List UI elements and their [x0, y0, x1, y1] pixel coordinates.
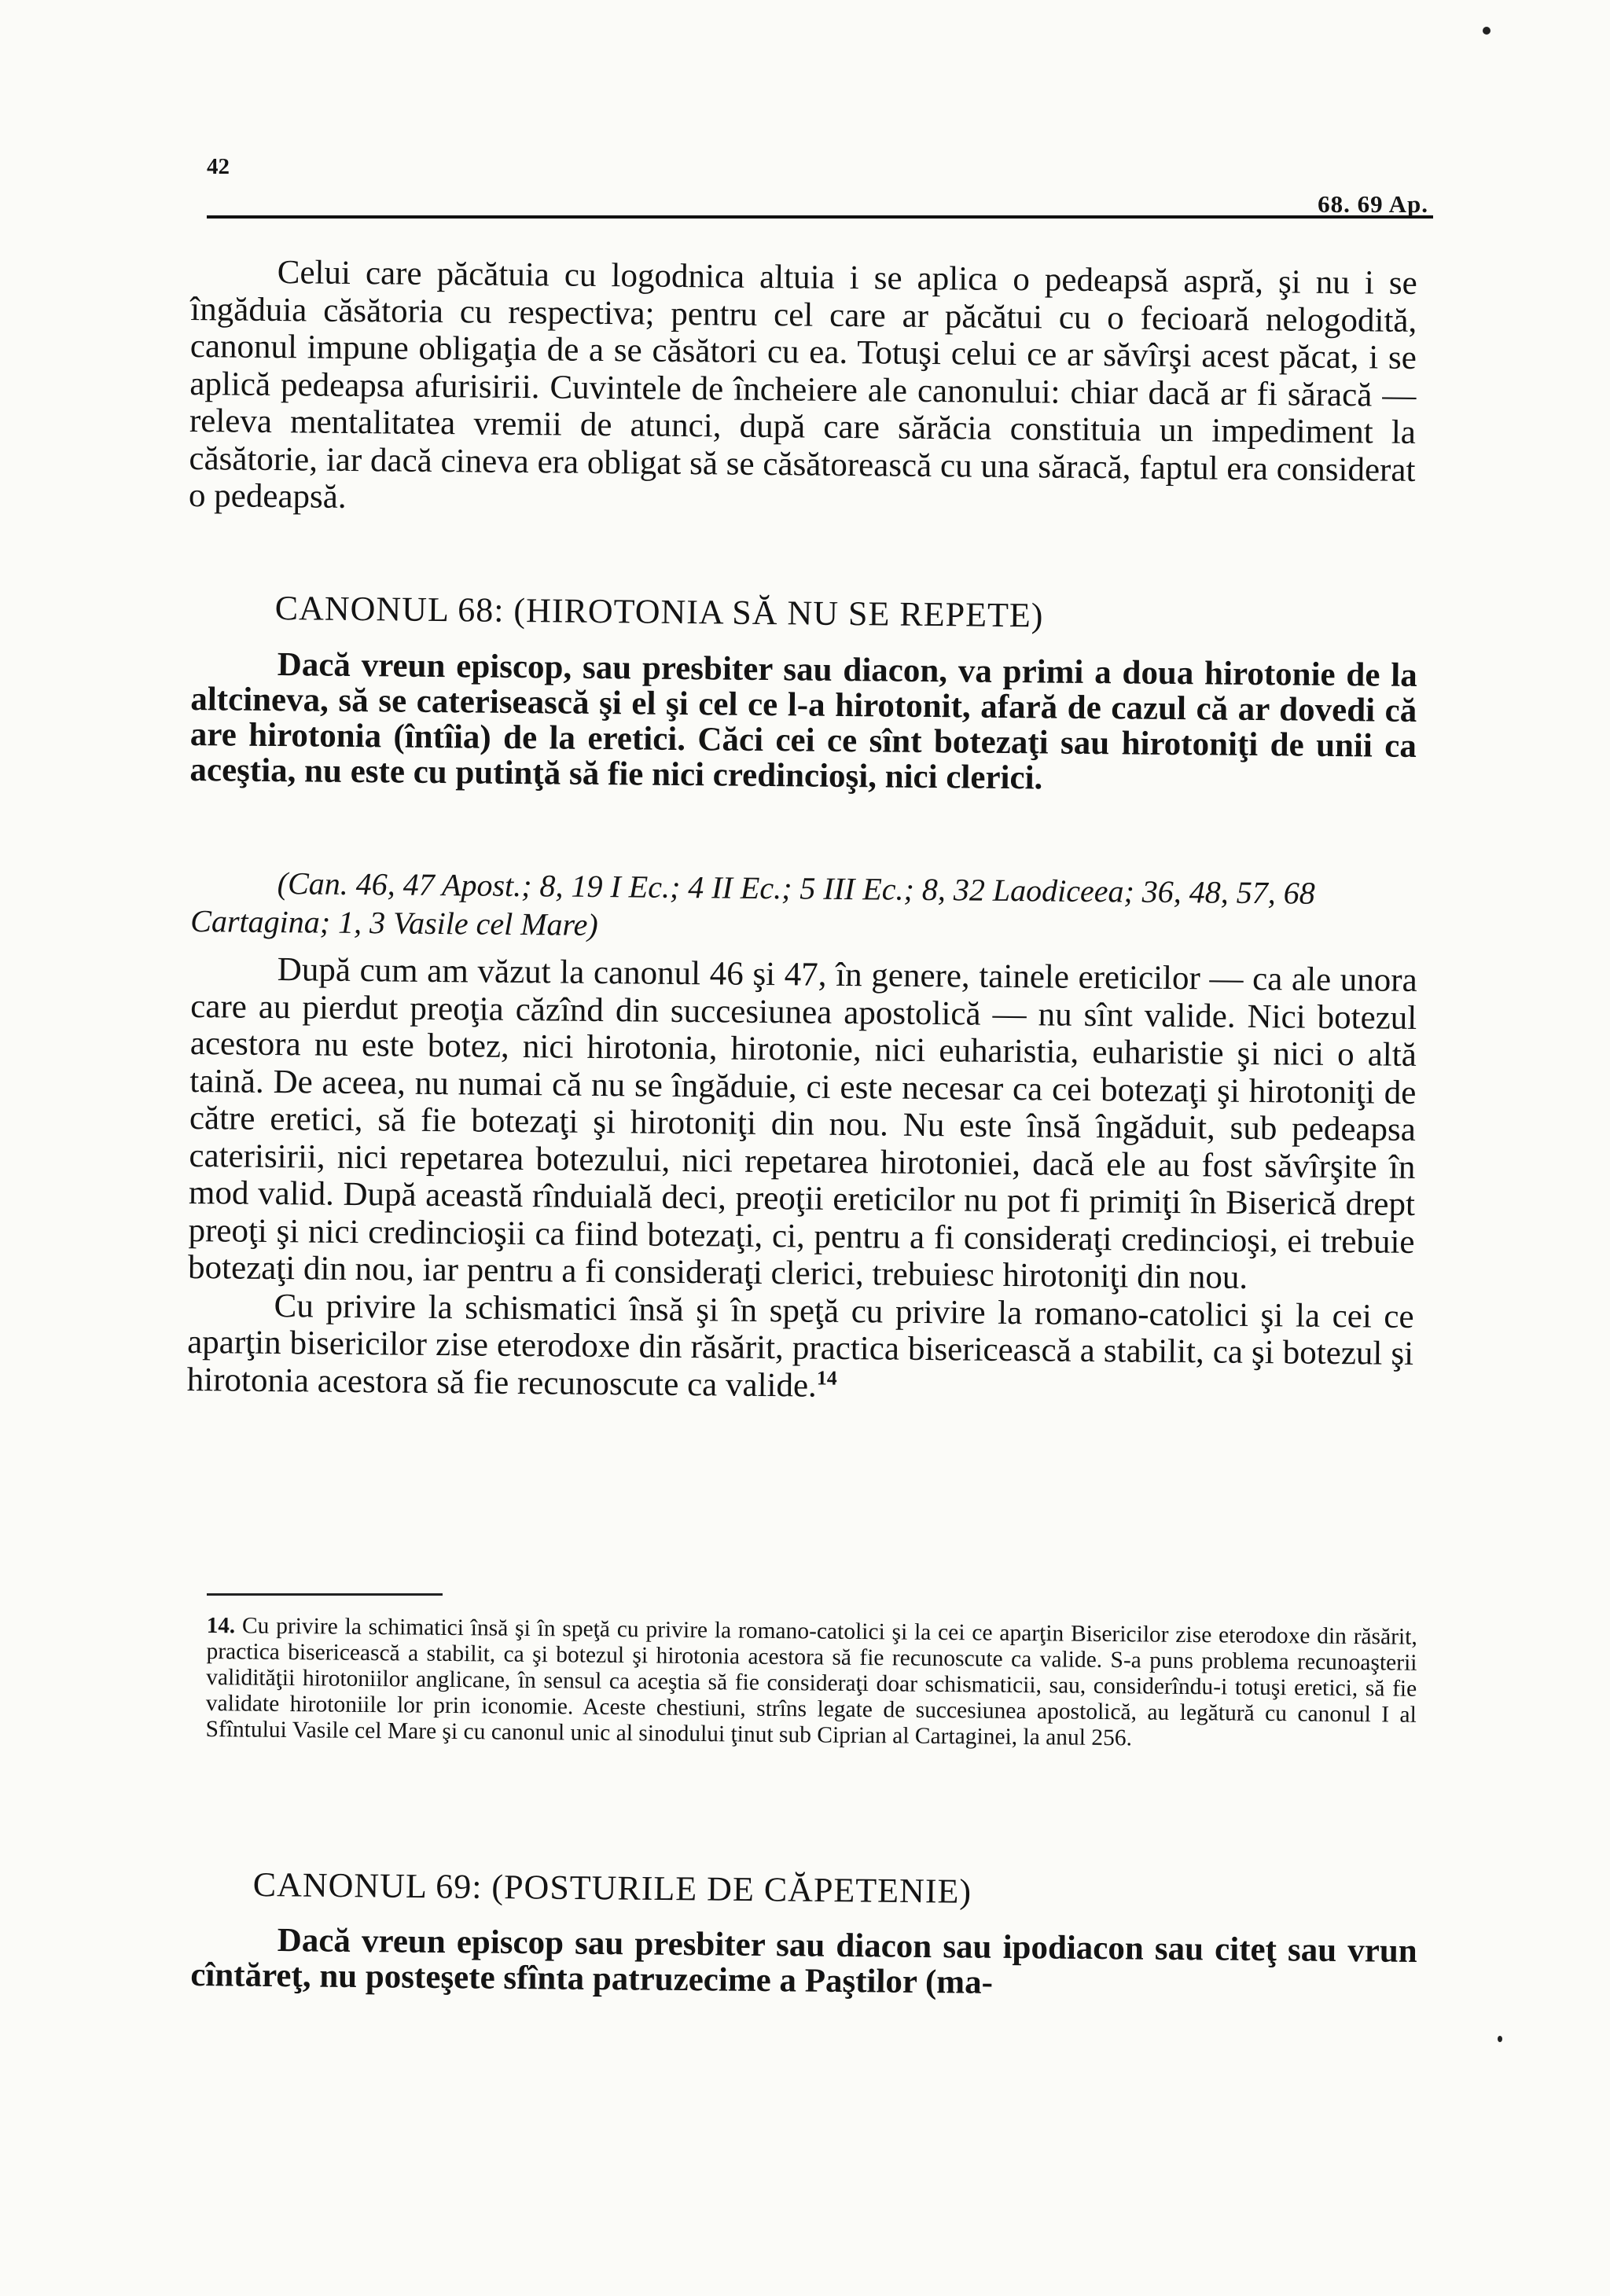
canon-69-text-block [190, 1922, 1417, 2004]
intro-paragraph-block [189, 253, 1417, 526]
canon-68-text-block [189, 646, 1417, 799]
footnote-number: 14. [206, 1613, 236, 1639]
canon-68-references: (Can. 46, 47 Apost.; 8, 19 I Ec.; 4 II Ec.; 5 III Ec.; 8, 32 Laodiceea; 36, 48, 57, 68 Cartagina; 1, 3 Vasile cel Mare) [190, 865, 1316, 942]
footnote-block [205, 1613, 1417, 1754]
canon-68-heading: CANONUL 68: (HIROTONIA SĂ NU SE REPETE) [274, 588, 1044, 635]
ink-speck [1498, 2036, 1502, 2042]
page-number: 42 [207, 154, 230, 179]
running-head: 68. 69 Ap. [1318, 190, 1428, 218]
footnote-marker: 14 [816, 1365, 837, 1390]
canon-68-commentary-2: Cu privire la schismatici însă şi în speţă cu privire la romano-catolici şi la cei ce aparţin bisericilor zise eterodoxe din răsărit, practica bisericească a stabilit, ca şi botezul şi hirotonia acestora să fie recunoscute ca valide.$^{14}$ [186, 1287, 1414, 1405]
ink-speck [1483, 27, 1491, 35]
footnote-rule [207, 1593, 443, 1596]
intro-paragraph: Celui care păcătuia cu logodnica altuia i se aplica o pedeapsă aspră, şi nu i se îngăduia căsătoria cu respectiva; pentru cel care ar păcătui cu o fecioară nelogodită, canonul impune obligaţia de a se căsători cu ea. Totuşi celui ce ar săvîrşi acest păcat, i se aplică pedeapsa afurisirii. Cuvintele de încheiere ale canonului: chiar dacă ar fi săracă — releva mentalitatea vremii de atunci, după care sărăcia constituia un impediment la căsătorie, iar dacă cineva era obligat să se căsătorească cu una săracă, faptul era considerat o pedeapsă. [188, 254, 1417, 516]
canon-69-heading: CANONUL 69: (POSTURILE DE CĂPETENIE) [252, 1865, 972, 1911]
footnote-text: Cu privire la schimatici însă şi în speţă cu privire la romano-catolici şi la cei ce aparţin Bisericilor zise eterodoxe din răsărit, practica bisericească a stabilit, ca şi botezul şi hirotonia acestora să fie recunoscute ca valide. S-a puns problema recunoaşterii validităţii hirotoniilor anglicane, în sensul ca aceştia să fie consideraţi doar schismaticii, sau, considerîndu-i totuşi eretici, să fie validate hirotoniile lor prin iconomie. Aceste chestiuni, strîns legate de succesiunea apostolică, au legătură cu canonul I al Sfîntului Vasile cel Mare şi cu canonul unic al sinodului ţinut sub Ciprian al Cartaginei, la anul 256. [205, 1613, 1417, 1751]
canon-68-references-block [190, 863, 1417, 952]
canon-69-text: Dacă vreun episcop sau presbiter sau diacon sau ipodiacon sau citeţ sau vrun cîntăreţ, nu posteşete sfînta patruzecime a Paştilor (ma- [190, 1922, 1417, 2001]
canon-68-commentary-block [187, 950, 1417, 1410]
canon-68-text: Dacă vreun episcop, sau presbiter sau diacon, va primi a doua hirotonie de la altcineva, să se caterisească şi el şi cel ce l-a hirotonit, afară de cazul că ar dovedi că are hirotonia (întîia) de la eretici. Căci cei ce sînt botezaţi sau hirotoniţi de unii ca aceştia, nu este cu putinţă să fie nici credincioşi, nici clerici. [189, 646, 1417, 797]
header-rule [207, 215, 1433, 219]
canon-68-commentary-1: După cum am văzut la canonul 46 şi 47, în genere, tainele ereticilor — ca ale unora care au pierdut preoţia căzînd din succesiunea apostolică — nu sînt valide. Nici botezul acestora nu este botez, nici hirotonia, hirotonie, nici euharistia, euharistie şi nici o altă taină. De aceea, nu numai că nu se îngăduie, ci este necesar ca cei botezaţi şi hirotoniţi de către eretici, să fie botezaţi şi hirotoniţi din nou. Nu este însă îngăduit, sub pedeapsa caterisirii, nici repetarea botezului, nici repetarea hirotoniei, dacă ele au fost săvîrşite în mod valid. După această rînduială deci, preoţii ereticilor nu pot fi primiţi în Biserică drept preoţi şi nici credincioşii ca fiind botezaţi, ci, pentru a fi consideraţi credincioşi, ei trebuie botezaţi din nou, iar pentru a fi consideraţi clerici, trebuiesc hirotoniţi din nou. [187, 951, 1417, 1296]
